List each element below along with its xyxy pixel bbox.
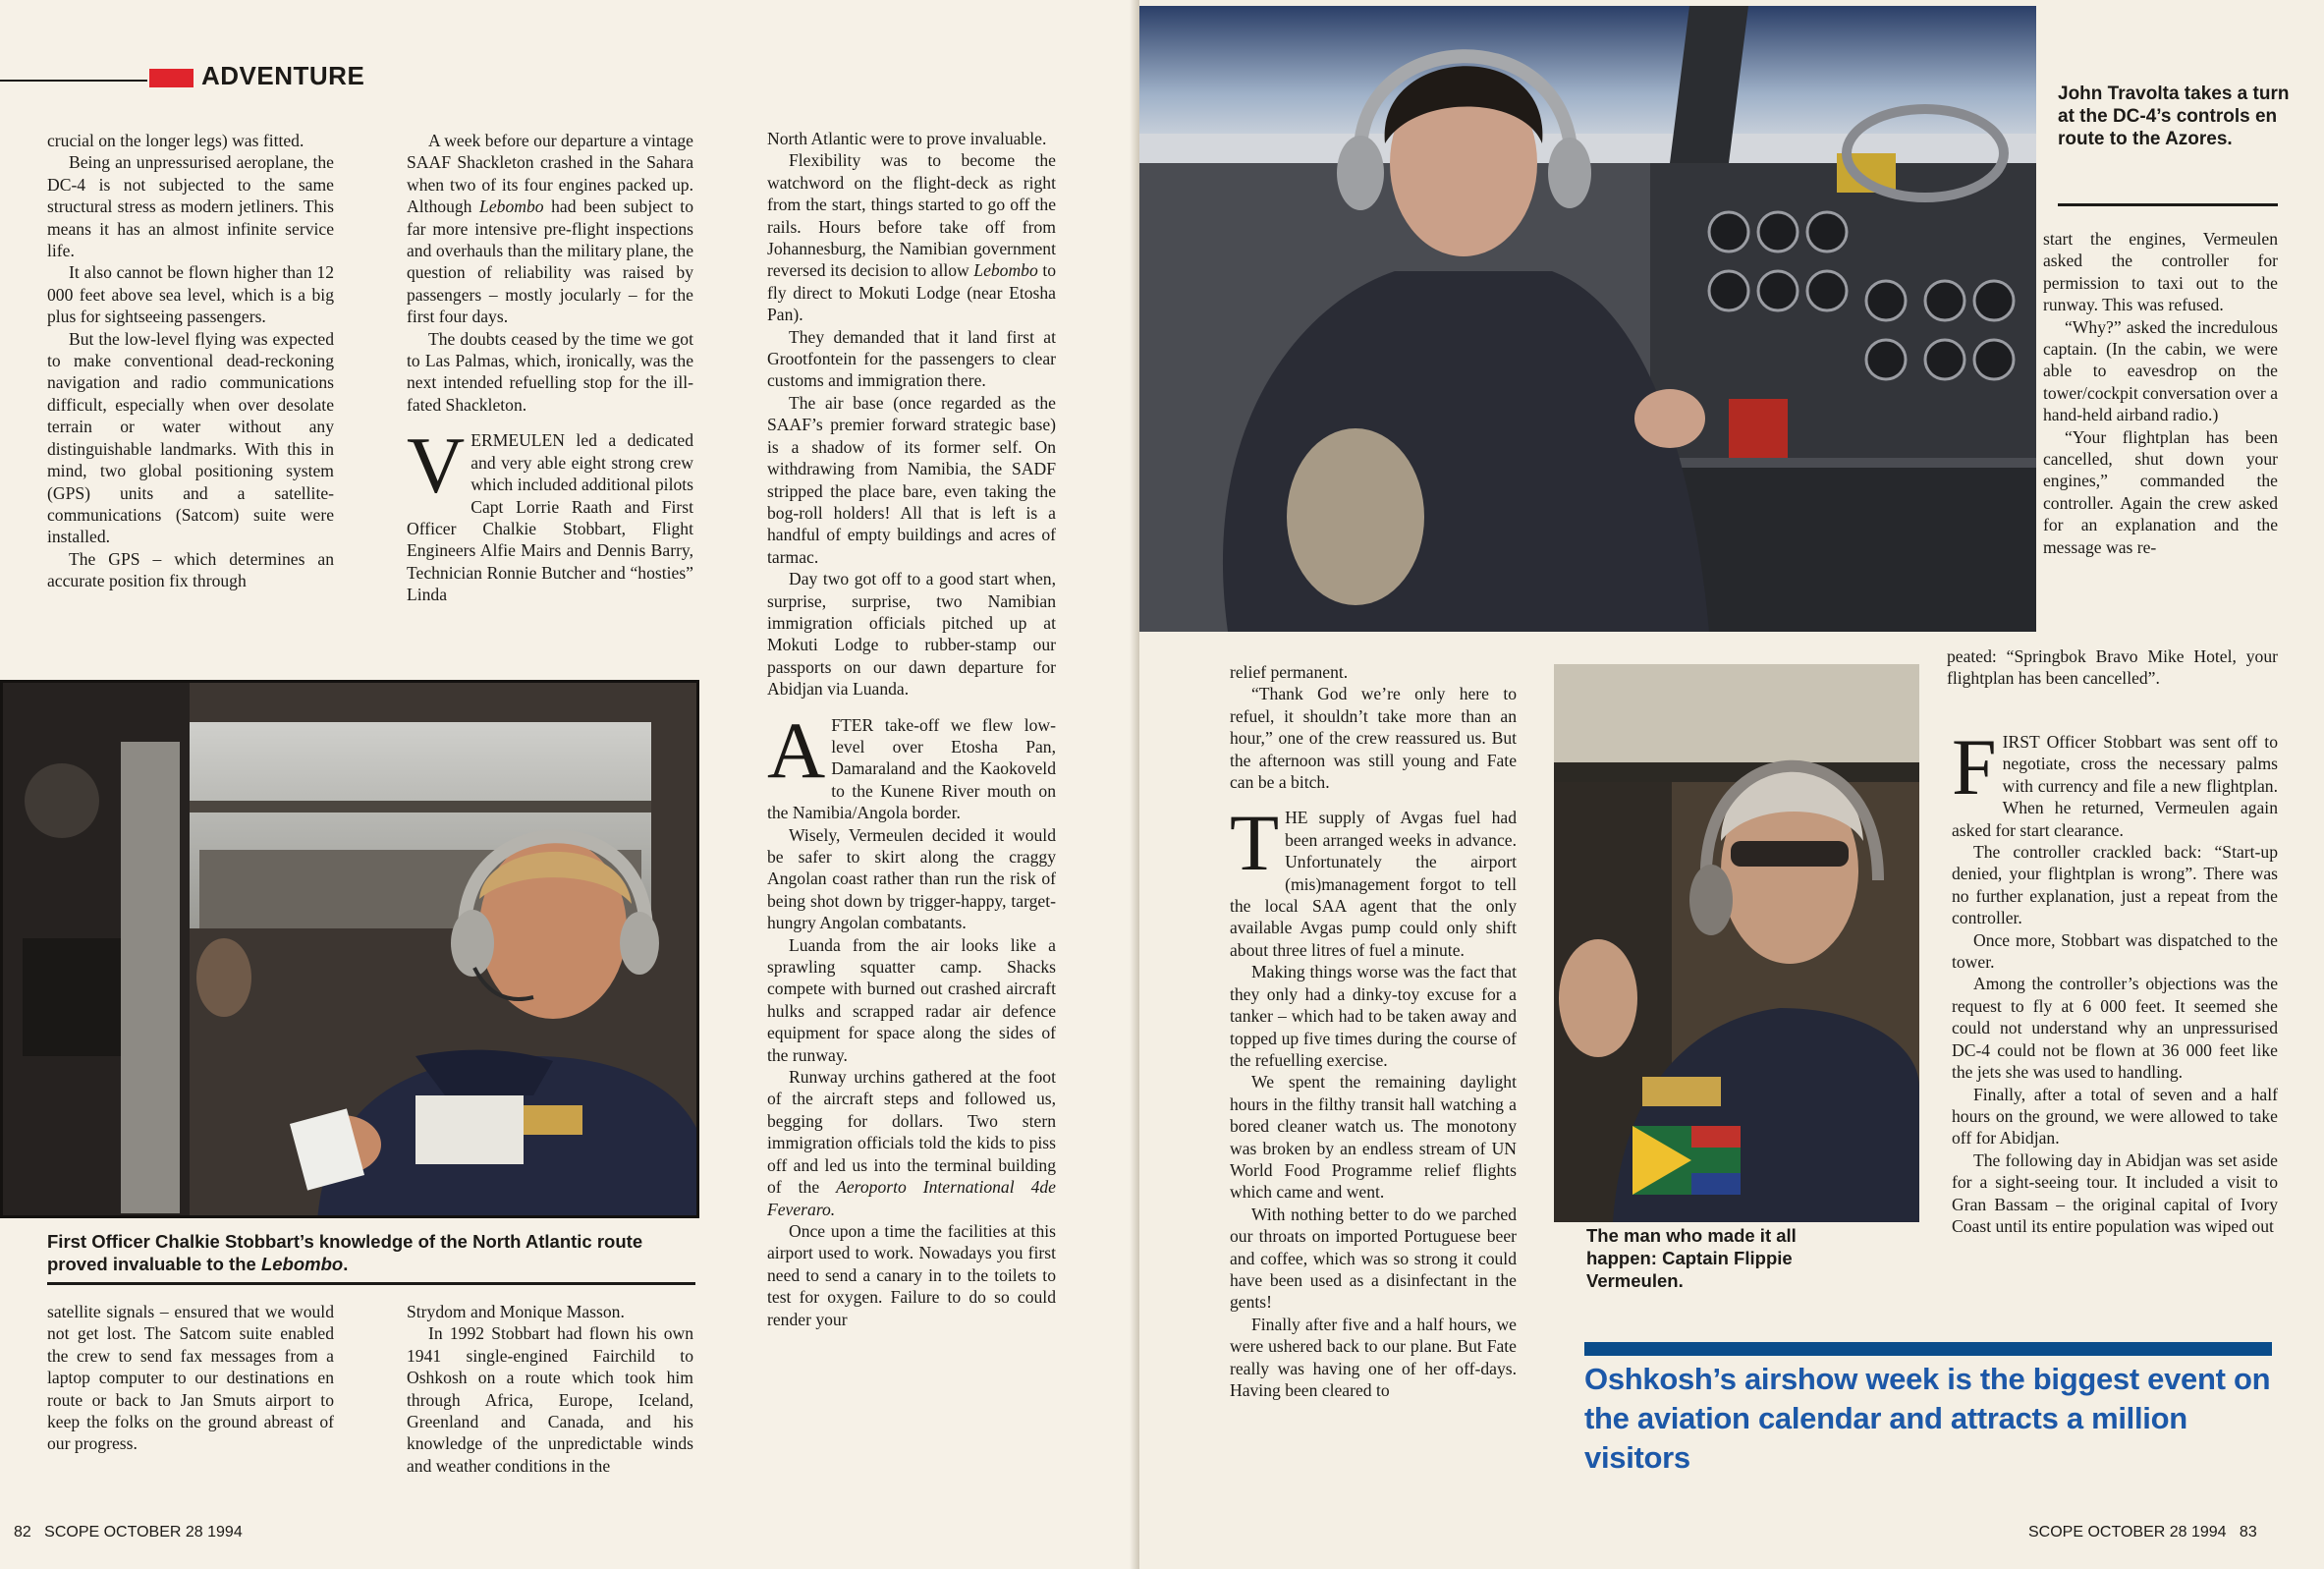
photo-travolta <box>1139 6 2036 632</box>
paragraph: “Why?” asked the incredulous captain. (In the cabin, we were able to eavesdrop on the tower/cockpit conversation over a hand-held airband radio.) <box>2043 316 2278 425</box>
drop-cap: V <box>407 420 466 511</box>
right-col1 <box>1230 661 1517 1401</box>
text-run-italic: Lebombo <box>973 260 1038 281</box>
section-header <box>0 61 413 90</box>
paragraph: Strydom and Monique Masson. <box>407 1302 625 1321</box>
photo-stobbart <box>0 680 699 1218</box>
page-number: 82 <box>14 1524 31 1541</box>
caption-text: . <box>343 1254 349 1274</box>
paragraph <box>1230 798 1517 961</box>
folio-right <box>2028 1524 2257 1541</box>
paragraph <box>767 704 1056 824</box>
paragraph: Once upon a time the facilities at this airport used to work. Nowadays you first need to send a canary in to the toilets to test for oxygen. Failure to do so could render your <box>767 1220 1056 1329</box>
text-run: A week before our departure a vintage SAAF Shackleton crashed in the Sahara when two of its four engines packed up. Although <box>407 131 693 217</box>
left-col2-bottom <box>407 1301 693 1477</box>
photo-vermeulen-caption: The man who made it all happen: Captain Flippie Vermeulen. <box>1586 1225 1797 1291</box>
right-col2-top <box>2043 228 2278 558</box>
paragraph: Among the controller’s objections was the request to fly at 6 000 feet. It seemed she could not understand why an unpressurised DC-4 could not be flown at 36 000 feet like the jets she was used to handling. <box>1952 974 2278 1083</box>
right-col2-wide <box>1947 645 2278 690</box>
section-label: ADVENTURE <box>201 61 365 90</box>
paragraph: Day two got off to a good start when, surprise, surprise, two Namibian immigration officials pitched up at Mokuti Lodge to rubber-stamp our passports on our dawn departure for Abidjan via Luanda. <box>767 569 1056 700</box>
right-col2-lower <box>1952 722 2278 1237</box>
paragraph <box>767 1066 1056 1220</box>
text-run: Runway urchins gathered at the foot of the aircraft steps and followed us, begging for dollars. Two stern immigration officials told the kids to piss off and led us into the terminal building of the <box>767 1067 1056 1198</box>
text-run-italic: Aeroporto International 4de Feveraro. <box>767 1177 1056 1219</box>
drop-cap: T <box>1230 798 1280 888</box>
paragraph <box>407 130 693 328</box>
photo-stobbart-caption <box>47 1230 695 1275</box>
paragraph: It also cannot be flown higher than 12 000 feet above sea level, which is a big plus for sightseeing passengers. <box>47 262 334 327</box>
paragraph: start the engines, Vermeulen asked the controller for permission to taxi out to the runway. This was refused. <box>2043 229 2278 315</box>
paragraph: The GPS – which determines an accurate position fix through <box>47 548 334 591</box>
left-col3 <box>767 128 1056 1330</box>
pullquote-bar <box>1584 1342 2272 1356</box>
paragraph: They demanded that it land first at Grootfontein for the passengers to clear customs and immigration there. <box>767 326 1056 391</box>
paragraph <box>1952 722 2278 841</box>
paragraph <box>767 149 1056 325</box>
caption-rule <box>2058 203 2278 206</box>
paragraph: The controller crackled back: “Start-up denied, your flightplan is wrong”. There was no further explanation, just a repeat from the controller. <box>1952 842 2278 928</box>
page-number: 83 <box>2239 1524 2257 1541</box>
text-run: to fly direct to Mokuti Lodge (near Etosha Pan). <box>767 260 1056 325</box>
paragraph: But the low-level flying was expected to make conventional dead-reckoning navigation and radio communications difficult, especially when over desolate terrain or water without any distinguishable landmarks. With this in mind, two global positioning system (GPS) units and a satellite-communications (Satcom) suite were installed. <box>47 328 334 547</box>
section-red-block <box>149 69 194 87</box>
text-run: IRST Officer Stobbart was sent off to negotiate, cross the necessary palms with currency and file a new flightplan. When he returned, Vermeulen again asked for start clearance. <box>1952 732 2278 840</box>
paragraph: Luanda from the air looks like a sprawling squatter camp. Shacks compete with burned out crashed aircraft hulks and scrapped radar air defence equipment for space along the sides of the runway. <box>767 934 1056 1065</box>
paragraph: The doubts ceased by the time we got to Las Palmas, which, ironically, was the next intended refuelling stop for the ill-fated Shackleton. <box>407 328 693 415</box>
text-run: FTER take-off we flew low-level over Etosha Pan, Damaraland and the Kaokoveld to the Kunene River mouth on the Namibia/Angola border. <box>767 714 1056 823</box>
paragraph: The following day in Abidjan was set aside for a sight-seeing tour. It included a visit to Gran Bassam – the original capital of Ivory Coast until its entire population was wiped out <box>1952 1149 2278 1236</box>
right-page <box>1139 0 2324 1569</box>
folio-text: SCOPE OCTOBER 28 1994 <box>44 1524 243 1541</box>
paragraph: Making things worse was the fact that they only had a dinky-toy excuse for a tanker – which had to be taken away and topped up five times during the course of the refuelling exercise. <box>1230 962 1517 1070</box>
paragraph: relief permanent. <box>1230 662 1349 682</box>
photo-travolta-caption: John Travolta takes a turn at the DC-4’s controls en route to the Azores. <box>2058 84 2290 149</box>
paragraph: We spent the remaining daylight hours in the filthy transit hall watching a bored cleaner watch us. The monotony was broken by an endless stream of UN World Food Programme relief flights which came and went. <box>1230 1072 1517 1203</box>
drop-cap: A <box>767 704 826 795</box>
left-page <box>0 0 1139 1569</box>
paragraph: peated: “Springbok Bravo Mike Hotel, your flightplan has been cancelled”. <box>1947 646 2278 689</box>
left-col1-bottom <box>47 1301 334 1455</box>
paragraph: Being an unpressurised aeroplane, the DC-4 is not subjected to the same structural stress as modern jetliners. This means it has an almost infinite service life. <box>47 152 334 261</box>
drop-cap: F <box>1952 722 1997 812</box>
photo-vermeulen <box>1554 664 1919 1222</box>
caption-rule <box>47 1282 695 1285</box>
left-col2-top <box>407 130 693 606</box>
caption-text: First Officer Chalkie Stobbart’s knowledge of the North Atlantic route proved invaluable to the <box>47 1231 643 1274</box>
paragraph: “Your flightplan has been cancelled, shut down your engines,” commanded the controller. Again the crew asked for an explanation and the message was re- <box>2043 426 2278 557</box>
section-rule <box>0 80 147 82</box>
paragraph: With nothing better to do we parched our throats on imported Portuguese beer and coffee, which was so strong it could have been used as a disinfectant in the gents! <box>1230 1204 1517 1313</box>
paragraph: “Thank God we’re only here to refuel, it shouldn’t take more than an hour,” one of the crew reassured us. But the afternoon was still young and Fate can be a bitch. <box>1230 684 1517 793</box>
photo-vermeulen-illustration <box>1554 664 1919 1222</box>
paragraph <box>407 420 693 605</box>
text-run: HE supply of Avgas fuel had been arranged weeks in advance. Unfortunately the airport (mis)management forgot to tell the local SAA agent that the only available Avgas pump could only shift about three litres of fuel a minute. <box>1230 808 1517 960</box>
text-run: ERMEULEN led a dedicated and very able eight strong crew which included additional pilots Capt Lorrie Raath and First Officer Chalkie Stobbart, Flight Engineers Alfie Mairs and Dennis Barry, Technician Ronnie Butcher and “hosties” Linda <box>407 430 693 605</box>
paragraph: North Atlantic were to prove invaluable. <box>767 129 1047 148</box>
text-run-italic: Lebombo <box>479 196 544 217</box>
paragraph: Once more, Stobbart was dispatched to the tower. <box>1952 929 2278 973</box>
paragraph: The air base (once regarded as the SAAF’s premier forward strategic base) is a shadow of its former self. On withdrawing from Namibia, the SADF stripped the place bare, even taking the bog-roll holders! All that is left is a handful of empty buildings and acres of tarmac. <box>767 392 1056 567</box>
text-run: Flexibility was to become the watchword on the flight-deck as right from the start, things started to go off the rails. Hours before take off from Johannesburg, the Namibian government reversed its decision to allow <box>767 150 1056 281</box>
left-col1-top <box>47 130 334 592</box>
paragraph: satellite signals – ensured that we would not get lost. The Satcom suite enabled the crew to send fax messages from a laptop computer to our destinations en route or back to Jan Smuts airport to keep the folks on the ground abreast of our progress. <box>47 1302 334 1454</box>
folio-text: SCOPE OCTOBER 28 1994 <box>2028 1524 2227 1541</box>
paragraph: crucial on the longer legs) was fitted. <box>47 131 304 150</box>
caption-text-italic: Lebombo <box>260 1254 344 1274</box>
paragraph: In 1992 Stobbart had flown his own 1941 single-engined Fairchild to Oshkosh on a route which took him through Africa, Europe, Iceland, Greenland and Canada, and his knowledge of the unpredictable winds and weather conditions in the <box>407 1323 693 1476</box>
photo-stobbart-illustration <box>3 683 699 1218</box>
pullquote: Oshkosh’s airshow week is the biggest event on the aviation calendar and attracts a million visitors <box>1584 1362 2271 1475</box>
paragraph: Finally after five and a half hours, we were ushered back to our plane. But Fate really was having one of her off-days. Having been cleared to <box>1230 1314 1517 1400</box>
folio-left <box>14 1524 243 1541</box>
photo-travolta-illustration <box>1139 6 2036 632</box>
text-run: had been subject to far more intensive pre-flight inspections and overhauls than the military plane, the question of reliability was raised by passengers – mostly jocularly – for the first four days. <box>407 196 693 327</box>
paragraph: Wisely, Vermeulen decided it would be safer to skirt along the craggy Angolan coast rather than run the risk of being shot down by trigger-happy, target-hungry Angolan combatants. <box>767 824 1056 933</box>
paragraph: Finally, after a total of seven and a half hours on the ground, we were allowed to take off for Abidjan. <box>1952 1084 2278 1149</box>
